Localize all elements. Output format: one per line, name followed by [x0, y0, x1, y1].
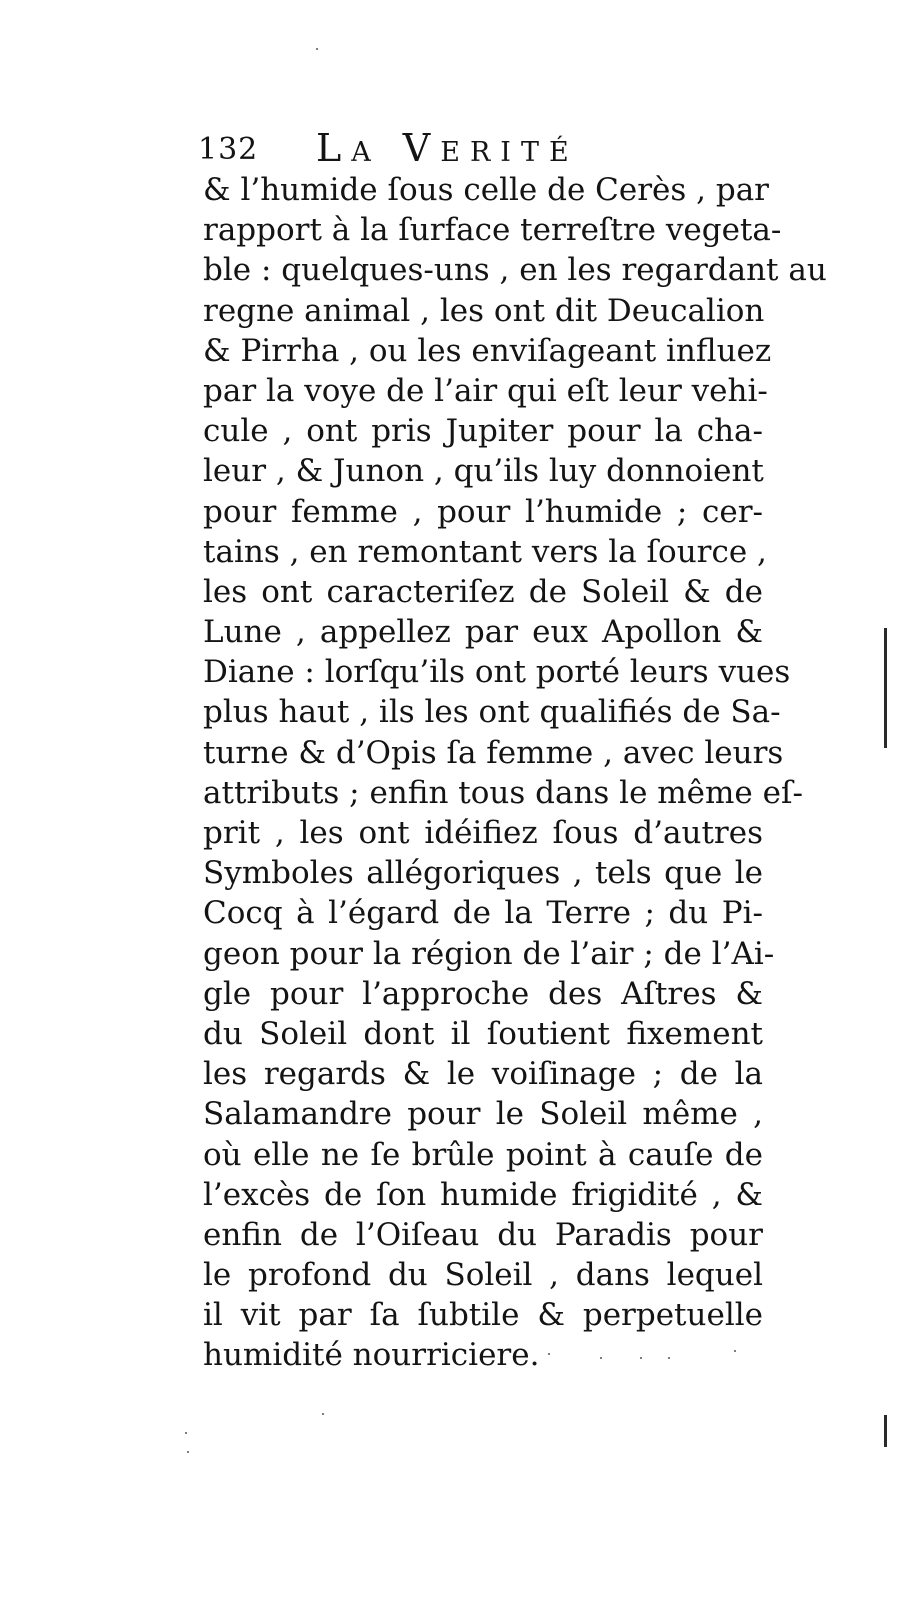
text-line: rapport à la ſurface terreſtre vegeta-: [203, 212, 782, 249]
scan-speck: [734, 1350, 736, 1352]
text-line: pour femme , pour l’humide ; cer-: [203, 493, 763, 530]
scan-speck: [640, 1357, 642, 1359]
scan-edge-mark: [884, 628, 887, 748]
text-line: les ont caracteriſez de Soleil & de: [203, 573, 763, 610]
text-line: prit , les ont idéifiez ſous d’autres: [203, 815, 763, 851]
text-line: plus haut , ils les ont qualifiés de Sa-: [203, 694, 781, 731]
text-line: attributs ; enfin tous dans le même eſ-: [203, 774, 803, 811]
body-text: [203, 170, 827, 1376]
scan-speck: [187, 1451, 189, 1453]
text-line: & l’humide ſous celle de Cerès , par: [203, 172, 769, 208]
running-title: La Verité: [316, 126, 579, 170]
text-line: ble : quelques-uns , en les regardant au: [203, 252, 827, 289]
scan-speck: [322, 1413, 324, 1415]
text-line: tains , en remontant vers la ſource ,: [203, 533, 767, 570]
text-line: & Pirrha , ou les enviſageant influez: [203, 332, 772, 369]
text-line: il vit par ſa ſubtile & perpetuelle: [203, 1297, 763, 1334]
scan-edge-mark: [884, 1415, 887, 1447]
text-line: turne & d’Opis ſa femme , avec leurs: [203, 734, 784, 771]
text-line: Salamandre pour le Soleil même ,: [203, 1096, 763, 1133]
text-line: Lune , appellez par eux Apollon &: [203, 614, 763, 651]
running-head: [198, 126, 678, 176]
text-line: le profond du Soleil , dans lequel: [203, 1257, 763, 1294]
text-line: humidité nourriciere.: [203, 1337, 540, 1374]
text-line: enfin de l’Oiſeau du Paradis pour: [203, 1216, 763, 1253]
scan-speck: [668, 1357, 670, 1359]
page-number: 132: [198, 132, 259, 167]
text-line: par la voye de l’air qui eſt leur vehi-: [203, 372, 768, 409]
text-line: leur , & Junon , qu’ils luy donnoient: [203, 453, 764, 490]
text-line: l’excès de ſon humide frigidité , &: [203, 1176, 763, 1213]
text-line: cule , ont pris Jupiter pour la cha-: [203, 413, 763, 450]
scan-speck: [185, 1432, 187, 1434]
scan-speck: [548, 1353, 550, 1355]
text-line: Symboles allégoriques , tels que le: [203, 855, 763, 892]
text-line: Diane : lorſqu’ils ont porté leurs vues: [203, 654, 791, 691]
scan-speck: [316, 48, 318, 50]
scan-speck: [600, 1357, 602, 1359]
text-line: Cocq à l’égard de la Terre ; du Pi-: [203, 895, 763, 932]
text-line: geon pour la région de l’air ; de l’Ai-: [203, 935, 775, 972]
text-line: les regards & le voiſinage ; de la: [203, 1056, 763, 1093]
text-line: où elle ne ſe brûle point à cauſe de: [203, 1136, 763, 1173]
text-line: gle pour l’approche des Aſtres &: [203, 975, 763, 1012]
text-line: regne animal , les ont dit Deucalion: [203, 292, 765, 329]
text-line: du Soleil dont il ſoutient fixement: [203, 1015, 763, 1052]
